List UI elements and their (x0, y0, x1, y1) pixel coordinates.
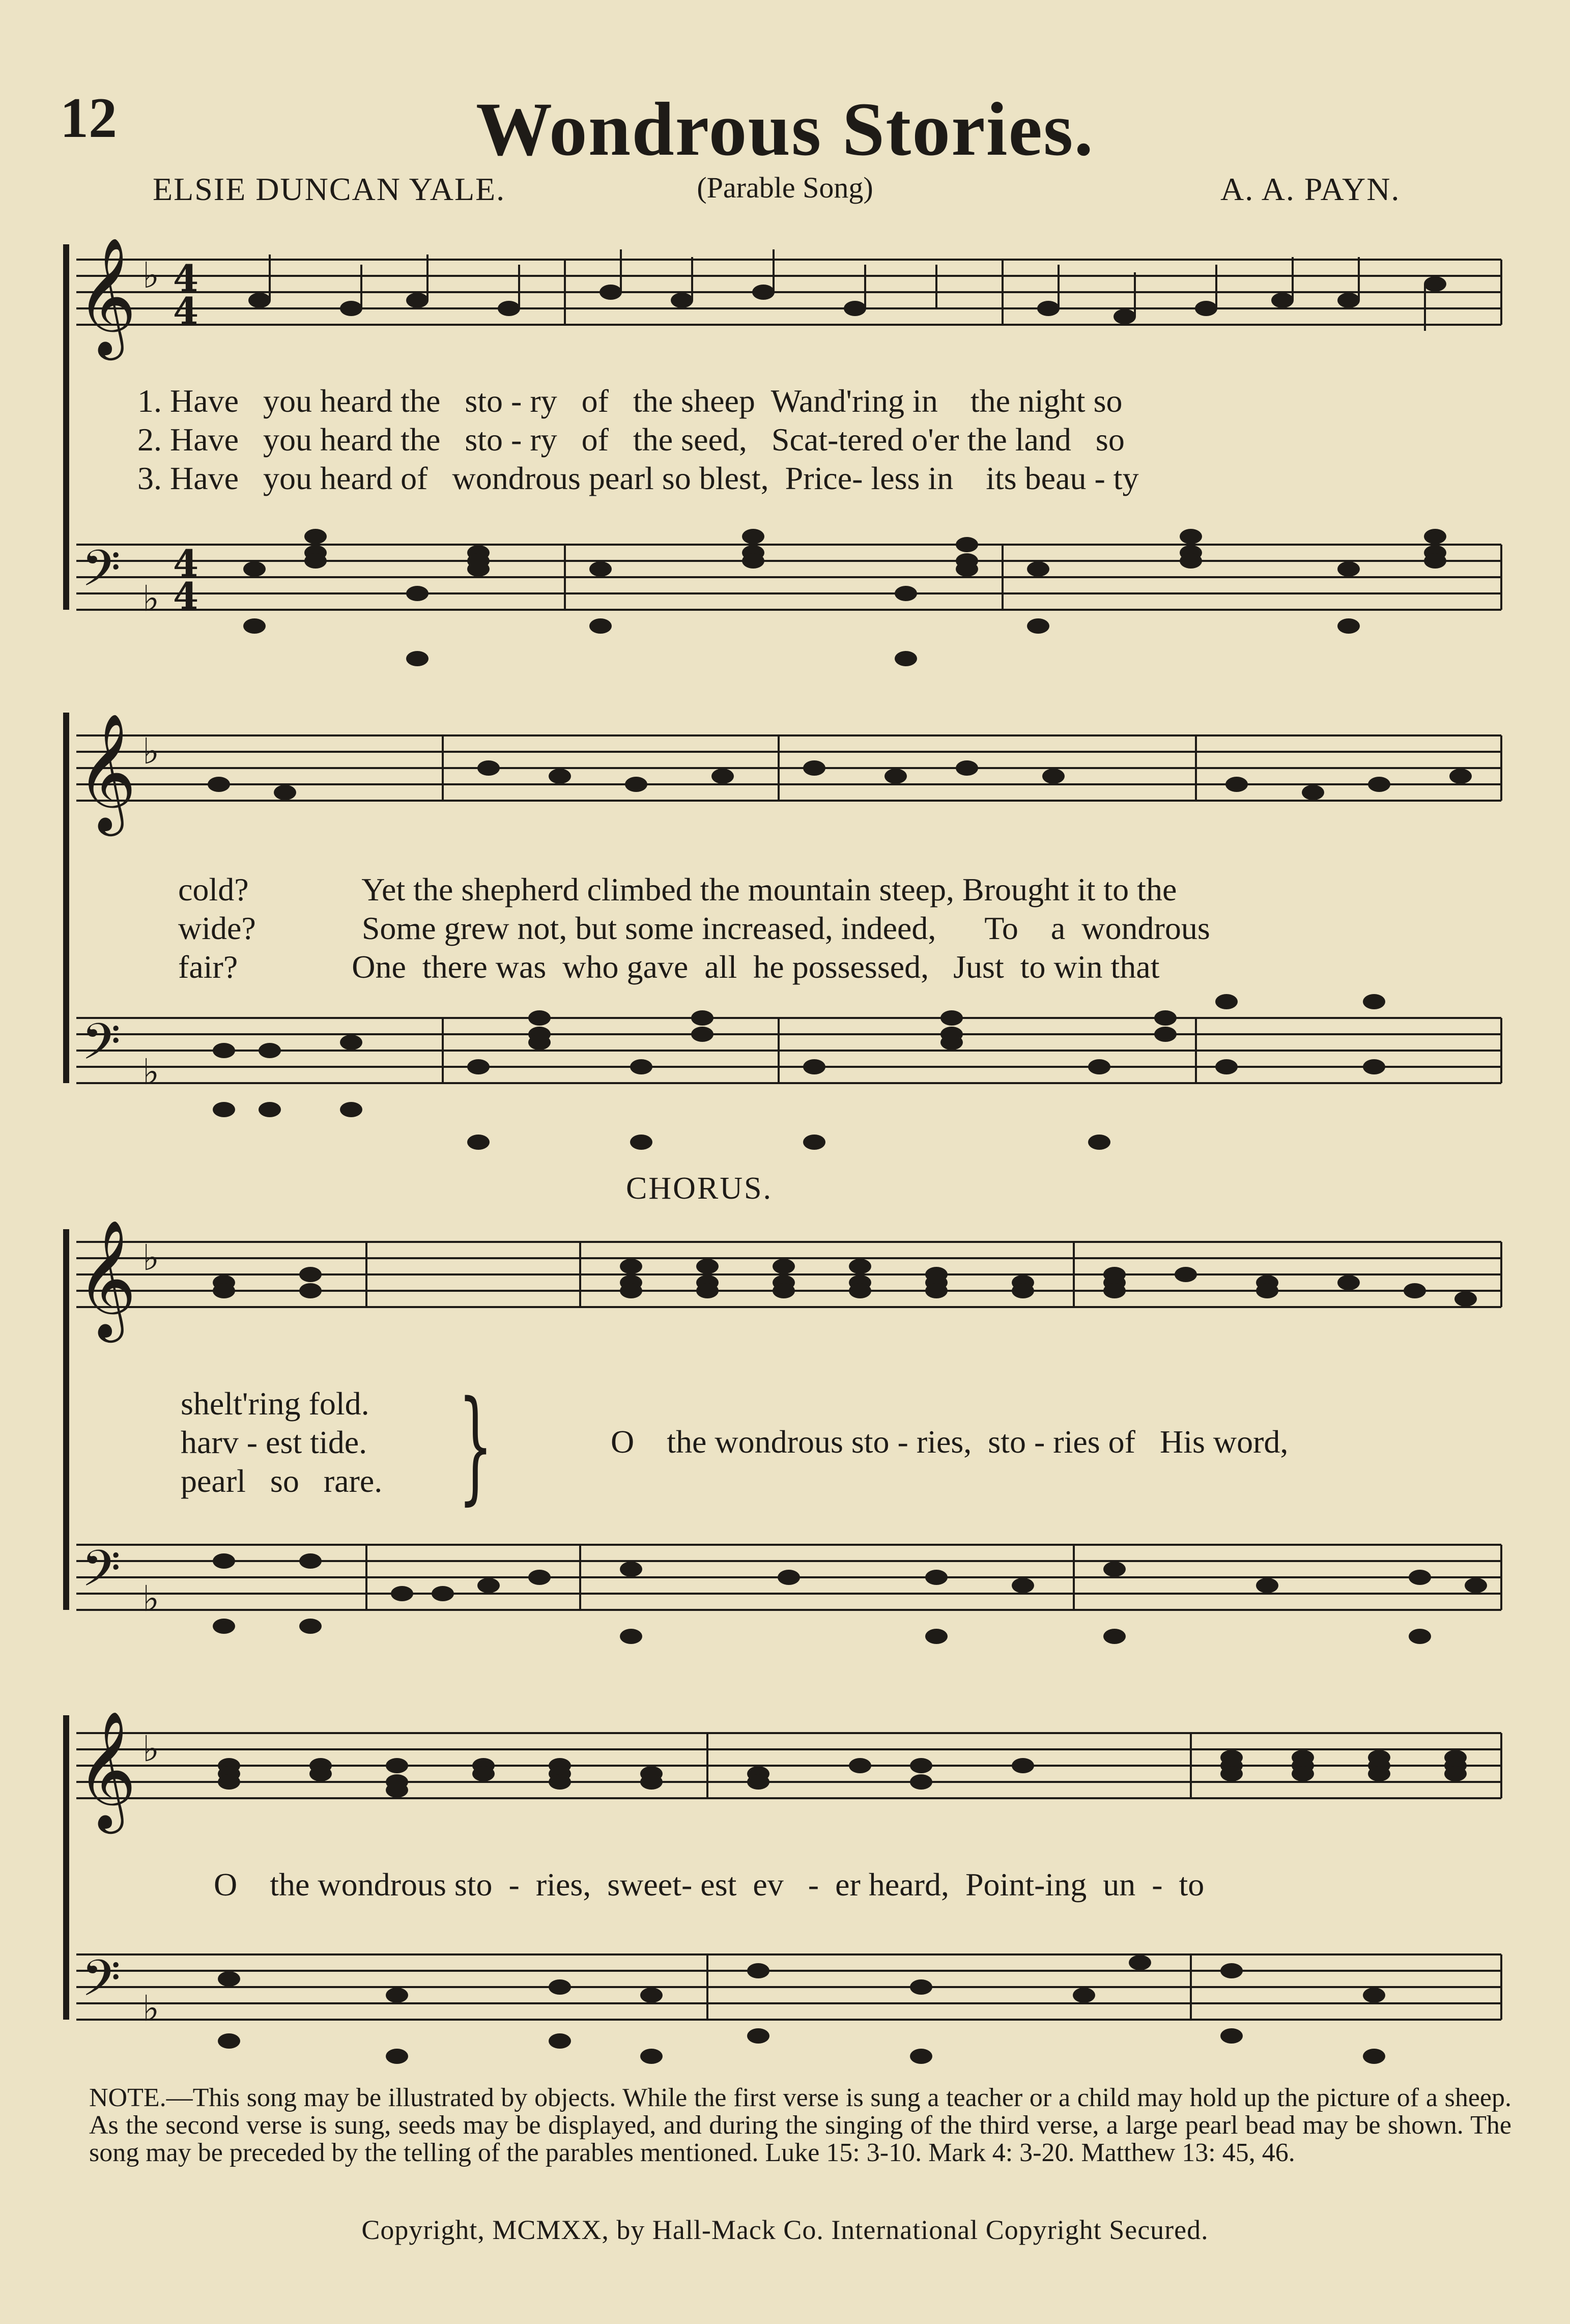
svg-text:♭: ♭ (142, 1051, 160, 1093)
svg-text:4: 4 (173, 289, 199, 332)
page-number: 12 (60, 87, 117, 150)
treble-staff-4 (0, 1710, 1570, 1850)
svg-text:♭: ♭ (142, 1578, 160, 1620)
verse-1-line: cold? Yet the shepherd climbed the mountain steep, Brought it to the (178, 871, 1177, 908)
svg-text:4: 4 (173, 574, 199, 617)
svg-text:♭: ♭ (142, 1988, 160, 2029)
svg-text:𝄢: 𝄢 (81, 1949, 121, 2020)
svg-text:4: 4 (173, 542, 199, 585)
chorus-line-1: O the wondrous sto - ries, sto - ries of His word, (611, 1424, 1289, 1460)
svg-text:♭: ♭ (142, 730, 160, 772)
composer-credit: A. A. PAYN. (1220, 171, 1401, 207)
svg-text:𝄞: 𝄞 (76, 713, 137, 831)
verse-3-line: fair? One there was who gave all he possessed, Just to win that (178, 949, 1160, 985)
lyric-brace: } (458, 1374, 493, 1517)
svg-text:𝄢: 𝄢 (81, 1013, 121, 1084)
svg-text:𝄞: 𝄞 (76, 1219, 137, 1338)
lyricist-credit: ELSIE DUNCAN YALE. (153, 171, 506, 207)
song-subtitle: (Parable Song) (697, 171, 873, 204)
svg-text:♭: ♭ (142, 1237, 160, 1279)
treble-staff-2 (0, 713, 1570, 853)
song-title: Wondrous Stories. (476, 87, 1094, 172)
svg-text:4: 4 (173, 257, 199, 300)
verse-1-line: 1. Have you heard the sto - ry of the sheep Wand'ring in the night so (137, 383, 1123, 419)
verse-2-ending: harv - est tide. (181, 1424, 367, 1460)
chorus-line-2: O the wondrous sto - ries, sweet- est ev - er heard, Point-ing un - to (214, 1866, 1205, 1903)
svg-text:♭: ♭ (142, 578, 160, 619)
treble-staff-1 (0, 237, 1570, 377)
verse-2-line: wide? Some grew not, but some increased, indeed, To a wondrous (178, 910, 1210, 946)
verse-3-ending: pearl so rare. (181, 1463, 383, 1499)
copyright-notice: Copyright, MCMXX, by Hall-Mack Co. International Copyright Secured. (361, 2215, 1209, 2245)
svg-text:♭: ♭ (142, 254, 160, 296)
svg-text:♭: ♭ (142, 1728, 160, 1770)
treble-clef-icon: 𝄞 (76, 237, 137, 355)
bass-clef-icon: 𝄢 (81, 540, 121, 610)
bass-staff-3 (0, 1514, 1570, 1677)
verse-endings (181, 1384, 382, 1500)
verse-lyrics-system-2 (178, 870, 1210, 986)
chorus-lyrics-line-2 (214, 1865, 1204, 1904)
bass-staff-2 (0, 987, 1570, 1160)
svg-text:𝄢: 𝄢 (81, 1540, 121, 1610)
svg-text:𝄞: 𝄞 (76, 1710, 137, 1829)
bass-staff-1 (0, 514, 1570, 677)
verse-lyrics-system-1 (137, 382, 1139, 498)
verse-3-line: 3. Have you heard of wondrous pearl so blest, Price- less in its beau - ty (137, 460, 1139, 496)
chorus-label: CHORUS. (626, 1171, 773, 1206)
verse-2-line: 2. Have you heard the sto - ry of the seed, Scat-tered o'er the land so (137, 421, 1125, 458)
bass-staff-4 (0, 1924, 1570, 2077)
verse-1-ending: shelt'ring fold. (181, 1385, 369, 1422)
treble-staff-3 (0, 1219, 1570, 1359)
chorus-lyrics-line-1 (611, 1423, 1288, 1461)
performance-note: NOTE.—This song may be illustrated by objects. While the first verse is sung a teacher or a child may hold up the picture of a sheep. As the second verse is sung, seeds may be displayed, and during the singing of the third verse, a large pearl bead may be shown. The song may be preceded by the telling of the parables mentioned. Luke 15: 3-10. Mark 4: 3-20. Matthew 13: 45, 46. (89, 2083, 1511, 2167)
